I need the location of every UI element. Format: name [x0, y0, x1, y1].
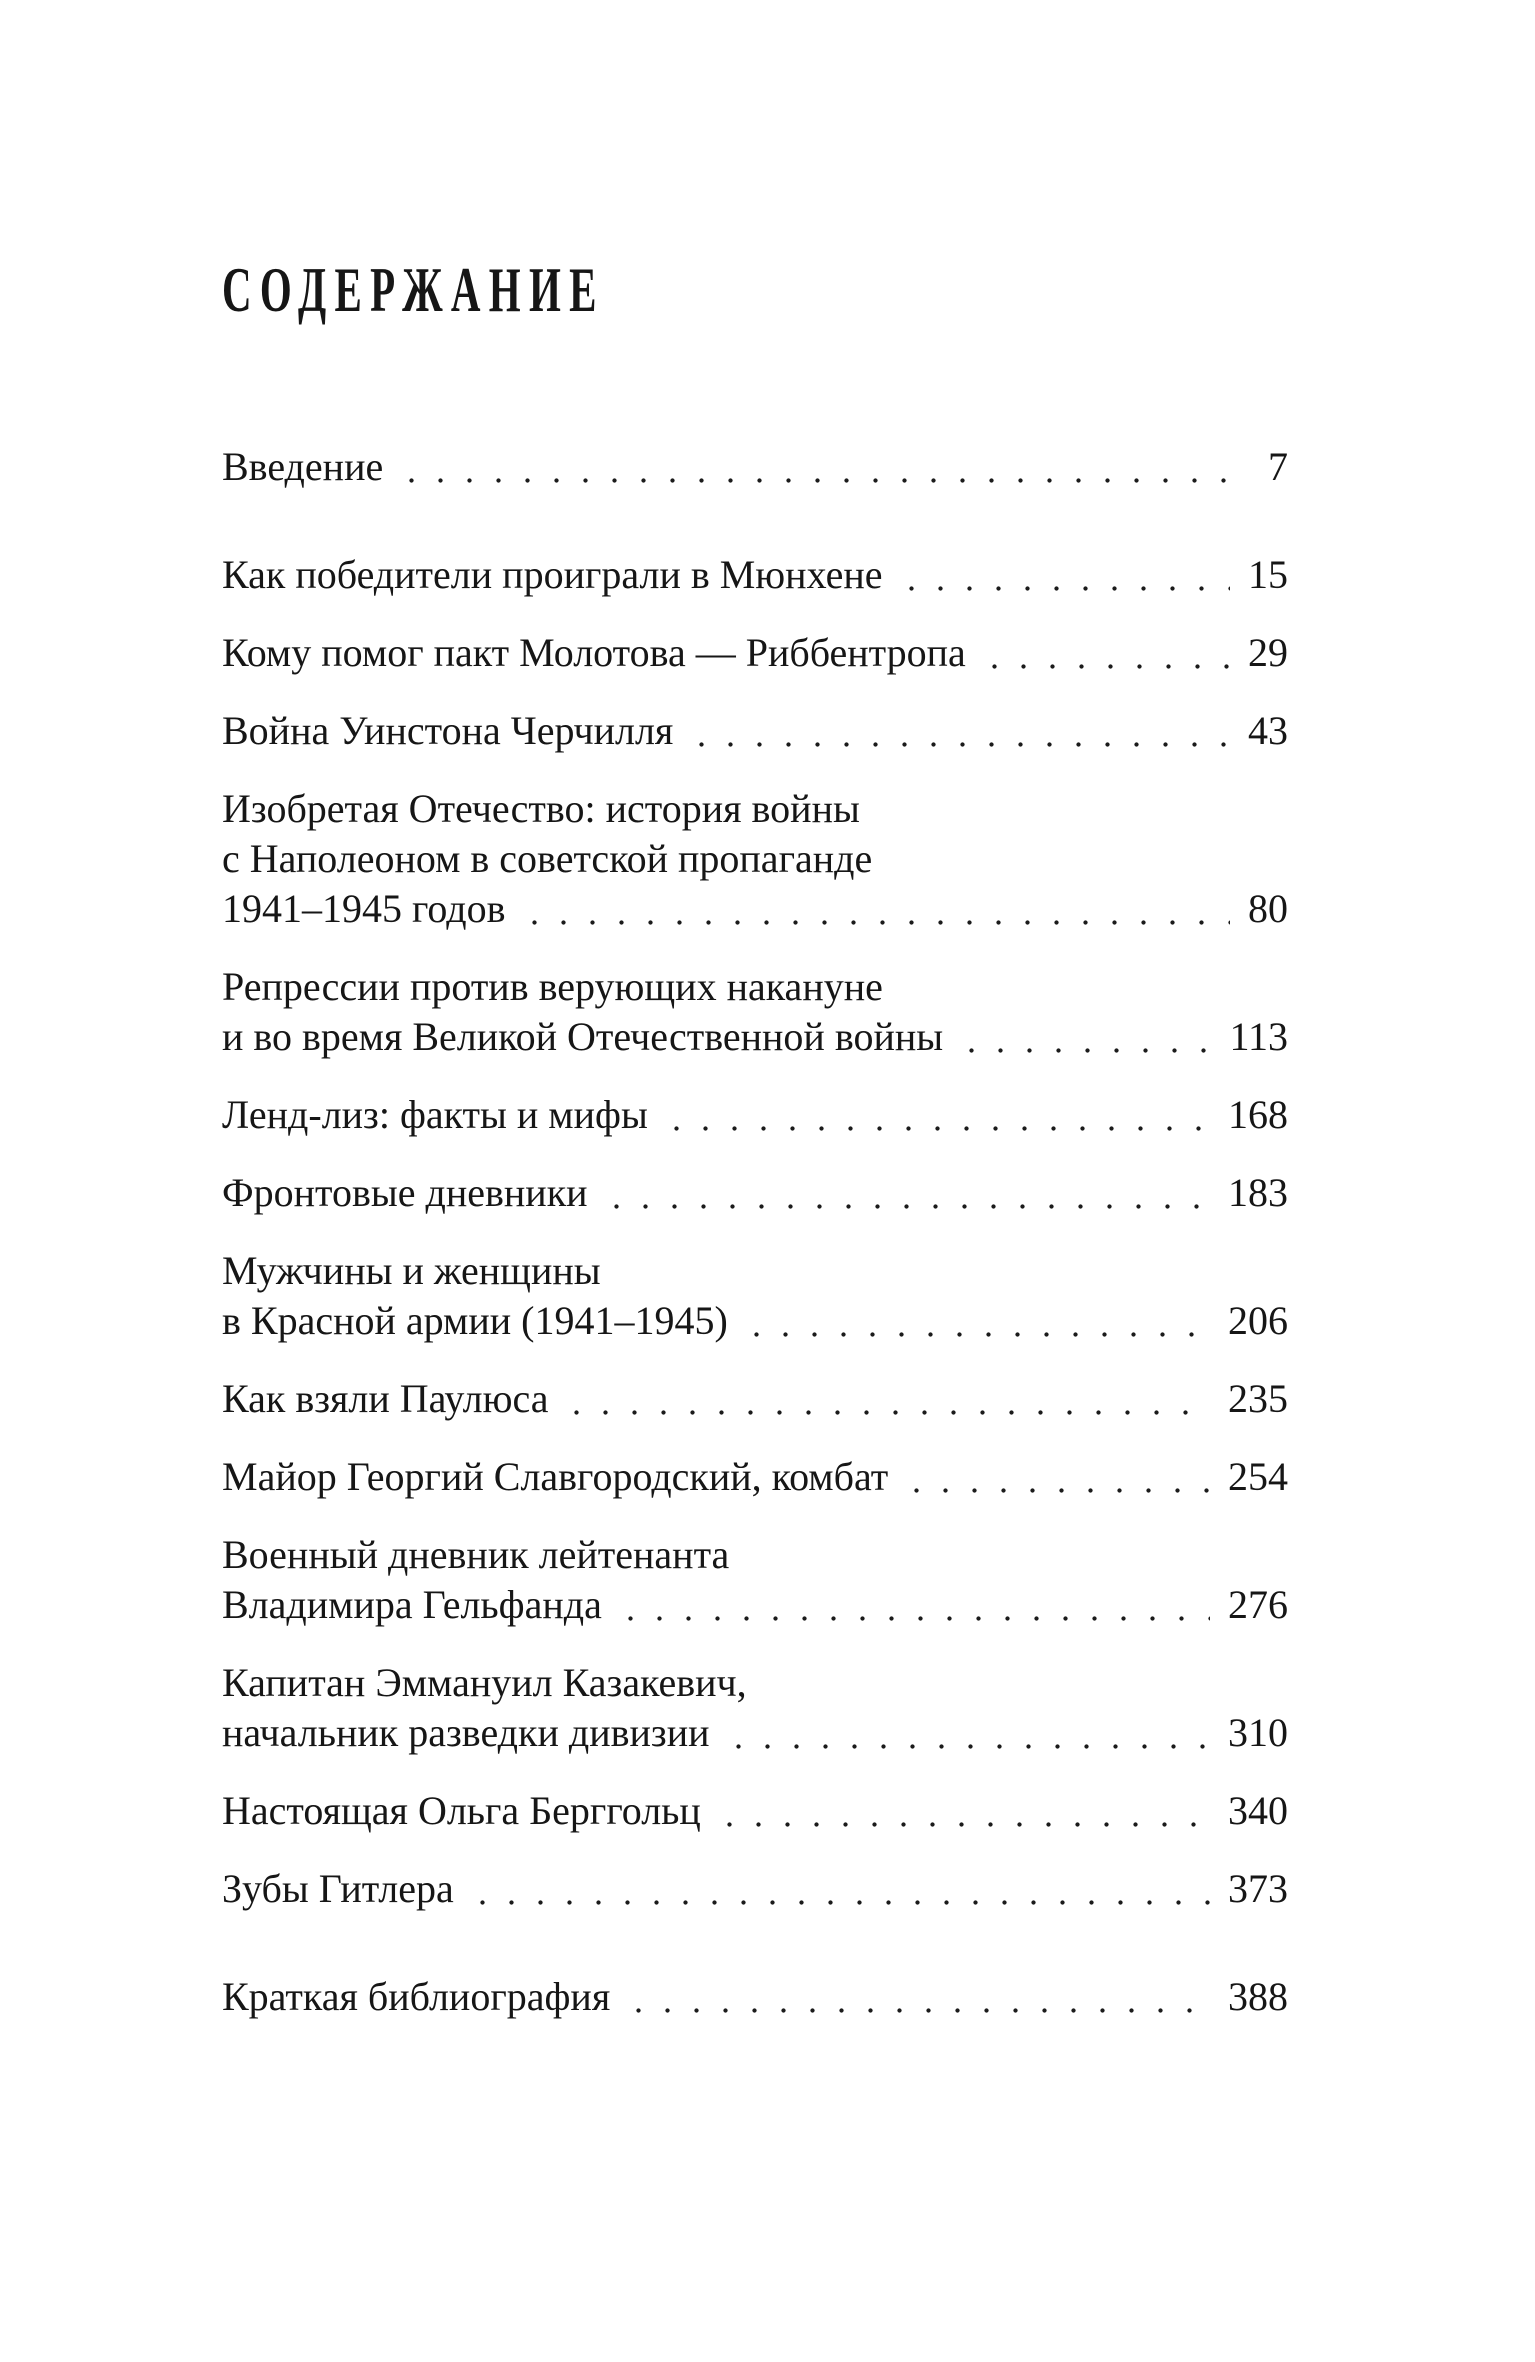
toc-entry-title: и во время Великой Отечественной войны	[222, 1014, 944, 1059]
toc-entry	[222, 550, 1288, 600]
dot-leader	[701, 1786, 1228, 1836]
toc-entry-title: Краткая библиография	[222, 1974, 611, 2019]
page-number: 80	[1248, 886, 1288, 931]
page-number: 7	[1268, 444, 1288, 489]
page-number: 206	[1228, 1298, 1288, 1343]
toc-entry-title: 1941–1945 годов	[222, 886, 506, 931]
page-number: 168	[1228, 1092, 1288, 1137]
dot-leader	[728, 1296, 1228, 1346]
toc-entry-title: Майор Георгий Славгородский, комбат	[222, 1454, 889, 1499]
toc-entry	[222, 1530, 1288, 1630]
page-number: 373	[1228, 1866, 1288, 1911]
toc-entry	[222, 962, 1288, 1062]
toc-entry-line: Мужчины и женщины	[222, 1248, 601, 1293]
toc-entry-title: Как взяли Паулюса	[222, 1376, 549, 1421]
toc-entry	[222, 784, 1288, 934]
toc-entry-title: в Красной армии (1941–1945)	[222, 1298, 728, 1343]
page-number: 254	[1228, 1454, 1288, 1499]
page-number: 276	[1228, 1582, 1288, 1627]
toc-entry	[222, 442, 1288, 492]
dot-leader	[506, 884, 1249, 934]
dot-leader	[883, 550, 1248, 600]
page-title	[222, 255, 1288, 325]
dot-leader	[548, 1374, 1228, 1424]
toc-entry	[222, 1864, 1288, 1914]
page-number: 310	[1228, 1710, 1288, 1755]
page-number: 113	[1229, 1014, 1288, 1059]
dot-leader	[710, 1708, 1228, 1758]
dot-leader	[610, 1972, 1228, 2022]
page-number: 183	[1228, 1170, 1288, 1215]
toc-entry-title: Ленд-лиз: факты и мифы	[222, 1092, 648, 1137]
toc-entry-title: Фронтовые дневники	[222, 1170, 588, 1215]
toc-entry-title: Введение	[222, 444, 384, 489]
toc-entry	[222, 1972, 1288, 2022]
dot-leader	[588, 1168, 1228, 1218]
toc-entry-line: Изобретая Отечество: история войны	[222, 786, 860, 831]
toc-entry-title: Владимира Гельфанда	[222, 1582, 602, 1627]
toc-entry	[222, 1090, 1288, 1140]
page-number: 15	[1248, 552, 1288, 597]
toc-entry-line: Репрессии против верующих накануне	[222, 964, 883, 1009]
toc-entry-title: Как победители проиграли в Мюнхене	[222, 552, 883, 597]
dot-leader	[648, 1090, 1228, 1140]
dot-leader	[454, 1864, 1228, 1914]
toc-entry-line: Военный дневник лейтенанта	[222, 1532, 730, 1577]
toc-entry	[222, 1374, 1288, 1424]
toc-entry-title: Настоящая Ольга Берггольц	[222, 1788, 701, 1833]
dot-leader	[383, 442, 1268, 492]
toc-entry-line: Капитан Эммануил Казакевич,	[222, 1660, 747, 1705]
page-number: 29	[1248, 630, 1288, 675]
toc-entry	[222, 706, 1288, 756]
toc-entry-line: с Наполеоном в советской пропаганде	[222, 836, 873, 881]
dot-leader	[602, 1580, 1228, 1630]
dot-leader	[943, 1012, 1229, 1062]
page-title-text: СОДЕРЖАНИЕ	[222, 254, 605, 325]
page-number: 340	[1228, 1788, 1288, 1833]
toc-entry	[222, 1786, 1288, 1836]
toc-entry-title: начальник разведки дивизии	[222, 1710, 710, 1755]
dot-leader	[673, 706, 1248, 756]
toc-entry	[222, 628, 1288, 678]
toc-entry-title: Война Уинстона Черчилля	[222, 708, 674, 753]
page-number: 388	[1228, 1974, 1288, 2019]
toc-entry-title: Зубы Гитлера	[222, 1866, 454, 1911]
toc-page	[222, 255, 1288, 2050]
dot-leader	[966, 628, 1248, 678]
toc-entry	[222, 1246, 1288, 1346]
toc-entry	[222, 1452, 1288, 1502]
dot-leader	[888, 1452, 1228, 1502]
toc-entry-title: Кому помог пакт Молотова — Риббентропа	[222, 630, 966, 675]
page-number: 43	[1248, 708, 1288, 753]
page-number: 235	[1228, 1376, 1288, 1421]
toc-entry	[222, 1168, 1288, 1218]
toc-entry	[222, 1658, 1288, 1758]
table-of-contents	[222, 442, 1288, 2022]
